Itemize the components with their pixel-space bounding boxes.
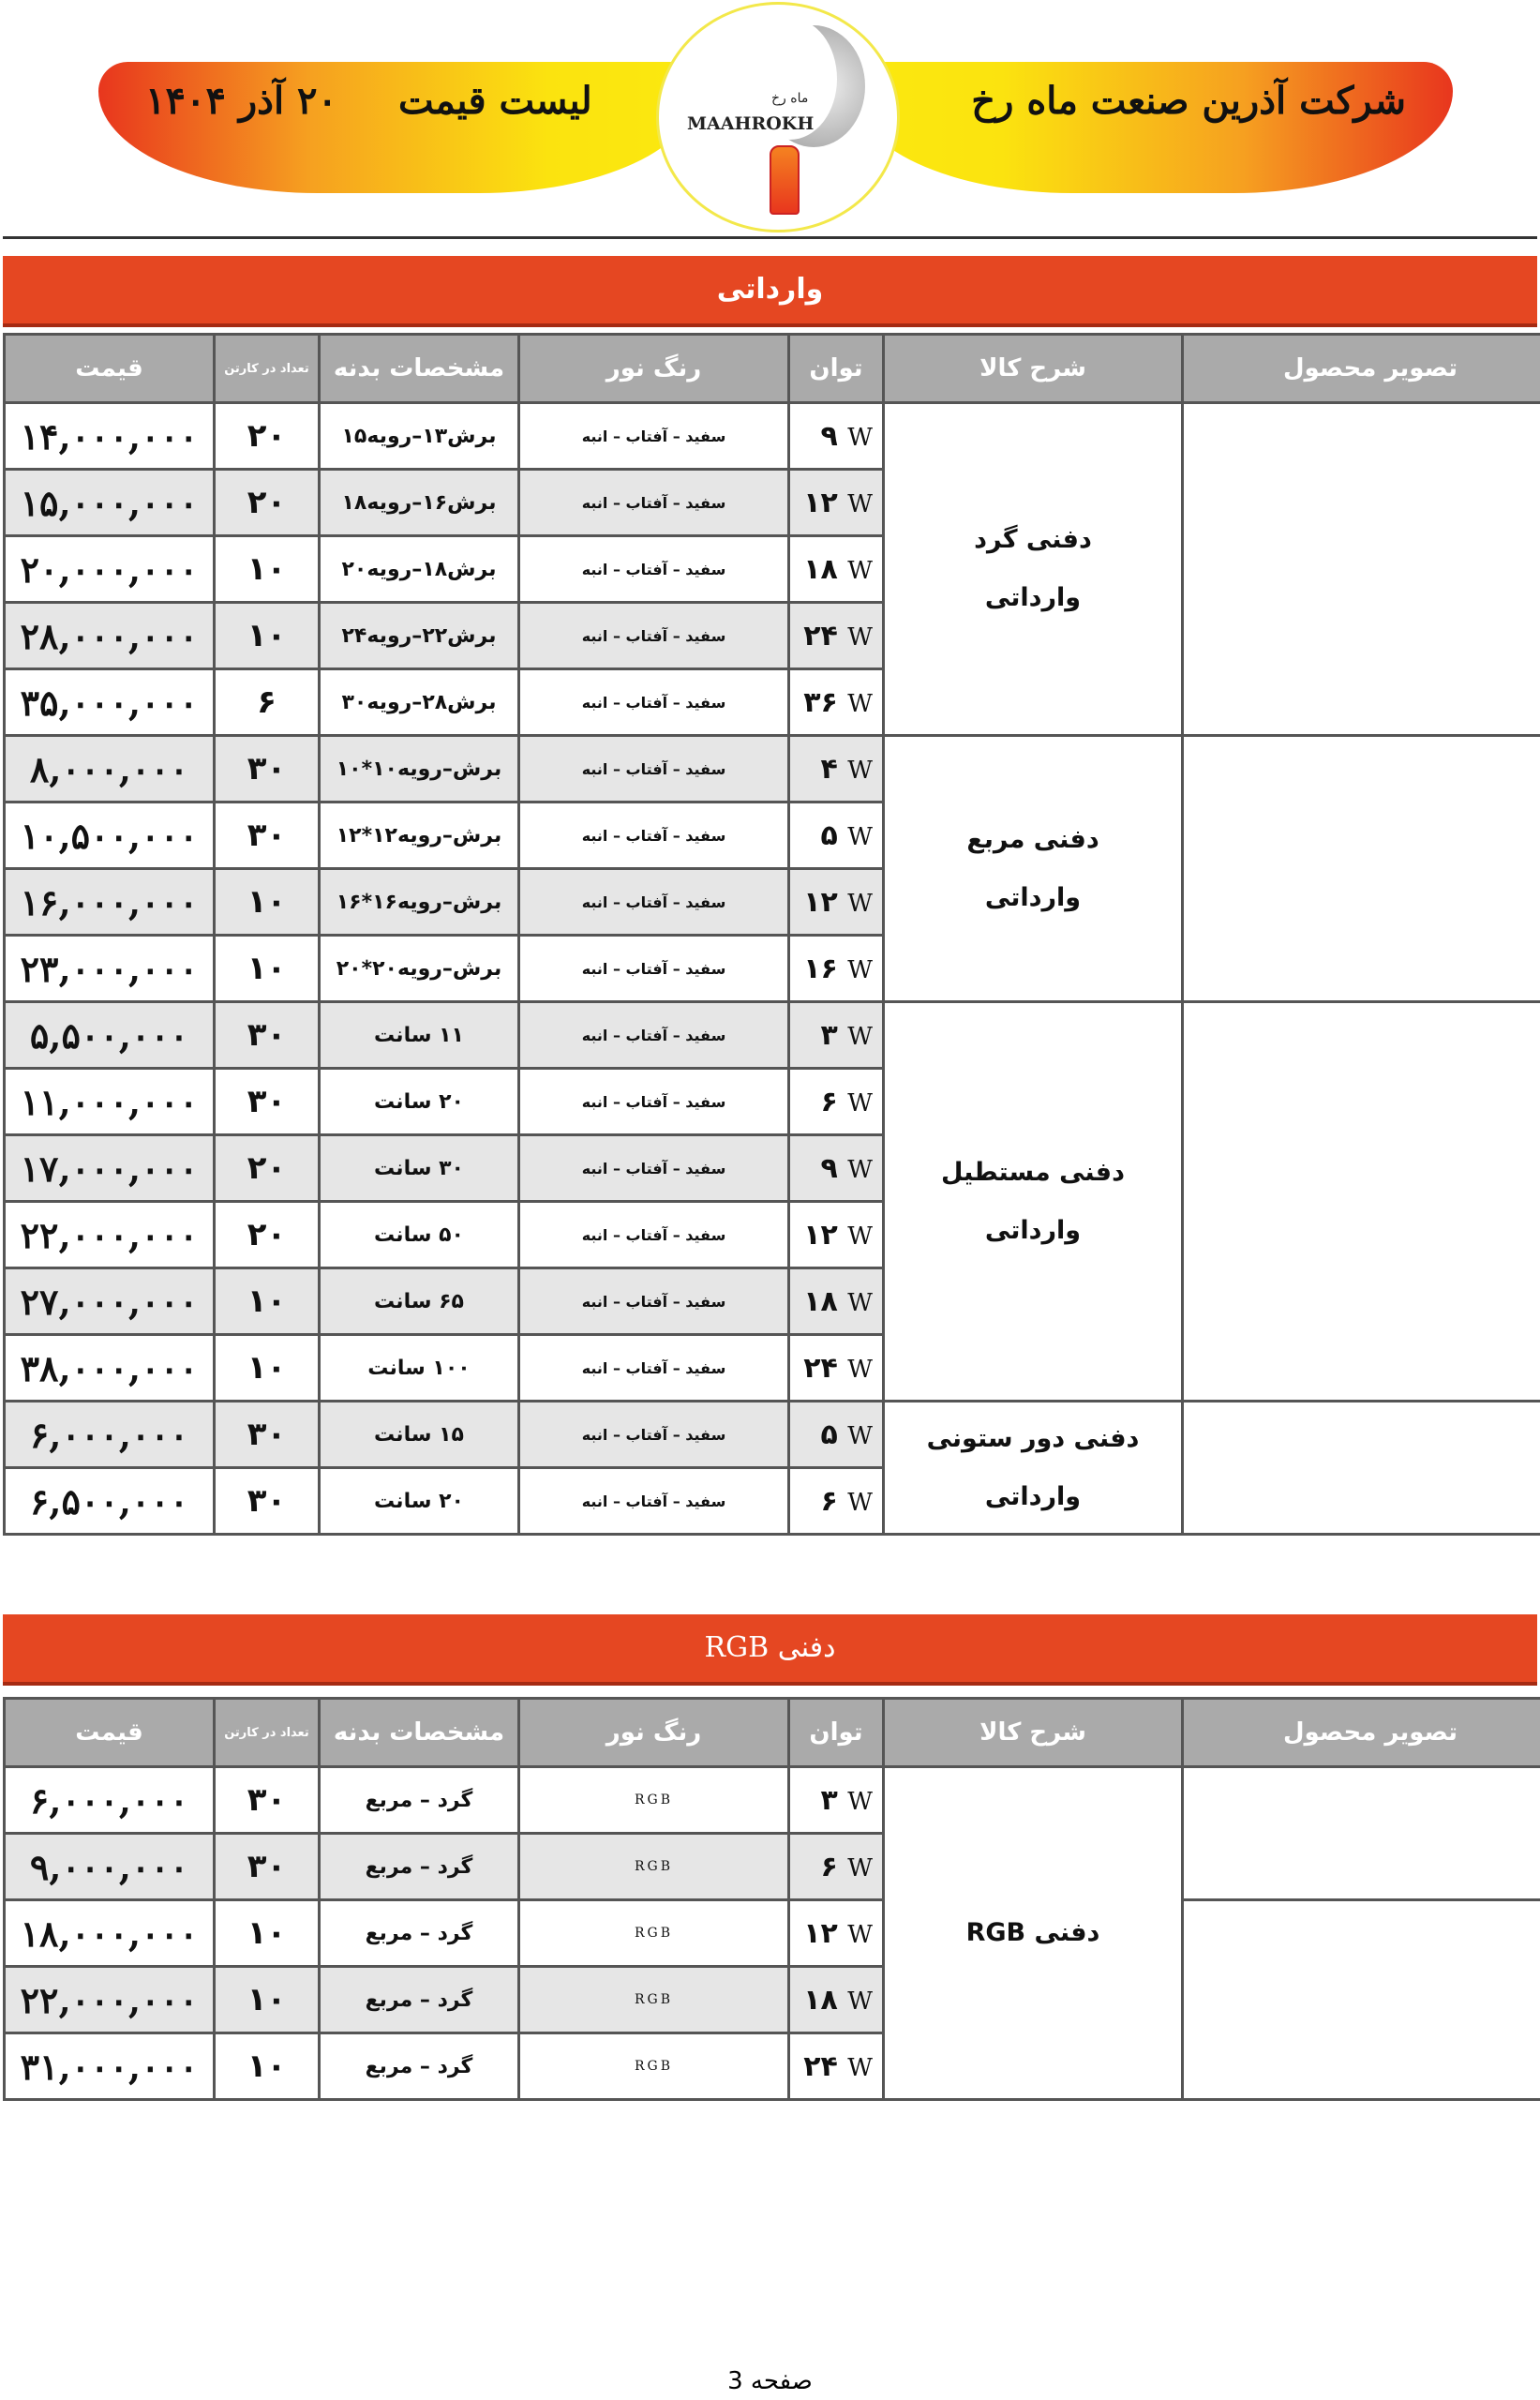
power-unit: W — [847, 1920, 873, 1949]
price-cell: ۳۱,۰۰۰,۰۰۰ — [6, 2034, 213, 2098]
power-unit: W — [847, 1421, 873, 1450]
light-color-cell: RGB — [520, 1768, 787, 1832]
carton-count-cell: ۱۰ — [216, 604, 318, 668]
product-image — [1184, 1901, 1540, 2098]
price-cell: ۱۷,۰۰۰,۰۰۰ — [6, 1136, 213, 1200]
logo-text: MAAHROKH — [687, 113, 815, 134]
power-value: ۵ — [820, 1418, 838, 1451]
body-spec-cell: برش۱۸–رویه۲۰ — [321, 537, 517, 601]
power-value: ۶ — [820, 1484, 838, 1518]
banner-right-wing — [853, 62, 1453, 193]
power-value: ۱۲ — [803, 1218, 838, 1252]
power-cell — [790, 1203, 882, 1267]
product-description — [885, 1003, 1181, 1400]
power-value: ۲۴ — [803, 619, 838, 652]
lantern-icon — [770, 145, 800, 215]
company-logo — [656, 2, 900, 232]
body-spec-cell: برش۱۶–رویه۱۸ — [321, 471, 517, 534]
header-banner — [0, 0, 1540, 234]
description-line: دفنی دور ستونی — [926, 1423, 1140, 1453]
product-description — [885, 737, 1181, 1000]
column-header-price: قیمت — [6, 1700, 213, 1765]
banner-left-wing — [98, 62, 698, 193]
description-line: دفنی گرد — [974, 525, 1092, 554]
light-color-cell: سفید – آفتاب – انبه — [520, 1336, 787, 1400]
column-header-body: مشخصات بدنه — [321, 336, 517, 401]
company-name: شرکت آذرین صنعت ماه رخ — [971, 79, 1406, 123]
power-unit: W — [847, 822, 873, 851]
column-header-count: تعداد در کارتن — [216, 336, 318, 401]
body-spec-cell: گرد – مربع — [321, 1968, 517, 2032]
power-value: ۱۸ — [803, 1284, 838, 1318]
price-cell: ۸,۰۰۰,۰۰۰ — [6, 737, 213, 801]
power-value: ۱۲ — [803, 486, 838, 519]
price-cell: ۱۴,۰۰۰,۰۰۰ — [6, 404, 213, 468]
power-cell — [790, 1768, 882, 1832]
power-cell — [790, 1469, 882, 1533]
body-spec-cell: گرد – مربع — [321, 1768, 517, 1832]
power-unit: W — [847, 556, 873, 585]
price-cell: ۲۲,۰۰۰,۰۰۰ — [6, 1968, 213, 2032]
power-unit: W — [847, 1022, 873, 1051]
power-unit: W — [847, 1853, 873, 1882]
page-number: صفحه 3 — [727, 2367, 813, 2395]
price-cell: ۱۰,۵۰۰,۰۰۰ — [6, 803, 213, 867]
column-header-desc: شرح کالا — [885, 336, 1181, 401]
price-list-title: لیست قیمت — [398, 79, 592, 123]
column-header-color: رنگ نور — [520, 1700, 787, 1765]
column-header-body: مشخصات بدنه — [321, 1700, 517, 1765]
description-line: وارداتی — [984, 1215, 1082, 1245]
column-header-image: تصویر محصول — [1184, 336, 1540, 401]
body-spec-cell: برش–رویه۱۲*۱۲ — [321, 803, 517, 867]
price-cell: ۲۷,۰۰۰,۰۰۰ — [6, 1269, 213, 1333]
product-image — [1184, 1003, 1540, 1400]
power-unit: W — [847, 489, 873, 518]
power-cell — [790, 870, 882, 934]
power-value: ۹ — [820, 419, 838, 453]
price-table-rgb — [3, 1697, 1540, 2101]
carton-count-cell: ۱۰ — [216, 1968, 318, 2032]
body-spec-cell: ۲۰ سانت — [321, 1469, 517, 1533]
body-spec-cell: ۲۰ سانت — [321, 1070, 517, 1133]
carton-count-cell: ۶ — [216, 670, 318, 734]
power-cell — [790, 471, 882, 534]
light-color-cell: سفید – آفتاب – انبه — [520, 803, 787, 867]
carton-count-cell: ۲۰ — [216, 1136, 318, 1200]
description-line: وارداتی — [984, 882, 1082, 912]
power-cell — [790, 1070, 882, 1133]
power-value: ۶ — [820, 1850, 838, 1883]
divider — [3, 236, 1537, 239]
price-cell: ۱۱,۰۰۰,۰۰۰ — [6, 1070, 213, 1133]
body-spec-cell: گرد – مربع — [321, 2034, 517, 2098]
column-header-count: تعداد در کارتن — [216, 1700, 318, 1765]
carton-count-cell: ۳۰ — [216, 737, 318, 801]
light-color-cell: سفید – آفتاب – انبه — [520, 670, 787, 734]
carton-count-cell: ۳۰ — [216, 1469, 318, 1533]
logo-text-fa: ماه رخ — [771, 91, 809, 106]
power-cell — [790, 1402, 882, 1466]
price-cell: ۲۰,۰۰۰,۰۰۰ — [6, 537, 213, 601]
power-cell — [790, 404, 882, 468]
light-color-cell: سفید – آفتاب – انبه — [520, 404, 787, 468]
light-color-cell: سفید – آفتاب – انبه — [520, 870, 787, 934]
table-row — [6, 737, 1540, 801]
light-color-cell: سفید – آفتاب – انبه — [520, 471, 787, 534]
power-cell — [790, 1901, 882, 1965]
power-unit: W — [847, 756, 873, 785]
power-unit: W — [847, 1288, 873, 1317]
description-line: دفنی مستطیل — [941, 1157, 1125, 1187]
body-spec-cell: ۱۰۰ سانت — [321, 1336, 517, 1400]
body-spec-cell: برش۲۸–رویه۳۰ — [321, 670, 517, 734]
description-line: وارداتی — [984, 583, 1082, 612]
column-header-image: تصویر محصول — [1184, 1700, 1540, 1765]
power-cell — [790, 2034, 882, 2098]
price-cell: ۱۶,۰۰۰,۰۰۰ — [6, 870, 213, 934]
power-value: ۴ — [820, 752, 838, 786]
body-spec-cell: برش۱۳–رویه۱۵ — [321, 404, 517, 468]
carton-count-cell: ۱۰ — [216, 2034, 318, 2098]
power-unit: W — [847, 889, 873, 918]
power-value: ۶ — [820, 1085, 838, 1118]
power-cell — [790, 1968, 882, 2032]
power-value: ۱۸ — [803, 1983, 838, 2017]
carton-count-cell: ۲۰ — [216, 1203, 318, 1267]
power-value: ۹ — [820, 1151, 838, 1185]
power-cell — [790, 737, 882, 801]
product-description — [885, 404, 1181, 734]
price-cell: ۱۸,۰۰۰,۰۰۰ — [6, 1901, 213, 1965]
body-spec-cell: برش۲۲–رویه۲۴ — [321, 604, 517, 668]
power-cell — [790, 1269, 882, 1333]
carton-count-cell: ۳۰ — [216, 1768, 318, 1832]
table-header — [6, 1700, 1540, 1765]
body-spec-cell: برش–رویه۱۰*۱۰ — [321, 737, 517, 801]
table-row — [6, 1901, 1540, 1965]
power-unit: W — [847, 1155, 873, 1184]
light-color-cell: سفید – آفتاب – انبه — [520, 737, 787, 801]
column-header-power: توان — [790, 336, 882, 401]
carton-count-cell: ۳۰ — [216, 1402, 318, 1466]
power-cell — [790, 1003, 882, 1067]
power-value: ۲۴ — [803, 2049, 838, 2083]
carton-count-cell: ۲۰ — [216, 404, 318, 468]
power-value: ۱۲ — [803, 1916, 838, 1950]
product-image — [1184, 404, 1540, 734]
power-unit: W — [847, 423, 873, 452]
description-line: دفنی مربع — [966, 824, 1099, 854]
column-header-power: توان — [790, 1700, 882, 1765]
price-cell: ۳۵,۰۰۰,۰۰۰ — [6, 670, 213, 734]
power-value: ۳ — [820, 1783, 838, 1817]
price-cell: ۶,۰۰۰,۰۰۰ — [6, 1402, 213, 1466]
power-value: ۱۲ — [803, 885, 838, 919]
light-color-cell: سفید – آفتاب – انبه — [520, 1003, 787, 1067]
power-unit: W — [847, 955, 873, 984]
light-color-cell: سفید – آفتاب – انبه — [520, 1269, 787, 1333]
light-color-cell: سفید – آفتاب – انبه — [520, 604, 787, 668]
light-color-cell: سفید – آفتاب – انبه — [520, 1469, 787, 1533]
description-line: وارداتی — [984, 1481, 1082, 1511]
price-table-imported — [3, 333, 1540, 1536]
power-unit: W — [847, 1222, 873, 1251]
light-color-cell: RGB — [520, 2034, 787, 2098]
power-cell — [790, 1136, 882, 1200]
price-cell: ۲۳,۰۰۰,۰۰۰ — [6, 937, 213, 1000]
power-unit: W — [847, 689, 873, 718]
price-cell: ۵,۵۰۰,۰۰۰ — [6, 1003, 213, 1067]
light-color-cell: سفید – آفتاب – انبه — [520, 537, 787, 601]
product-image — [1184, 1768, 1540, 1898]
body-spec-cell: ۳۰ سانت — [321, 1136, 517, 1200]
body-spec-cell: ۱۱ سانت — [321, 1003, 517, 1067]
power-unit: W — [847, 1787, 873, 1816]
carton-count-cell: ۱۰ — [216, 1901, 318, 1965]
body-spec-cell: برش–رویه۱۶*۱۶ — [321, 870, 517, 934]
power-unit: W — [847, 2053, 873, 2082]
price-cell: ۱۵,۰۰۰,۰۰۰ — [6, 471, 213, 534]
power-value: ۱۸ — [803, 552, 838, 586]
carton-count-cell: ۳۰ — [216, 803, 318, 867]
power-value: ۳ — [820, 1018, 838, 1052]
table-header — [6, 336, 1540, 401]
power-unit: W — [847, 1088, 873, 1118]
light-color-cell: RGB — [520, 1835, 787, 1898]
carton-count-cell: ۱۰ — [216, 1336, 318, 1400]
power-value: ۳۶ — [803, 685, 838, 719]
power-cell — [790, 537, 882, 601]
carton-count-cell: ۲۰ — [216, 471, 318, 534]
carton-count-cell: ۱۰ — [216, 537, 318, 601]
carton-count-cell: ۱۰ — [216, 1269, 318, 1333]
product-image — [1184, 1402, 1540, 1533]
power-unit: W — [847, 1355, 873, 1384]
power-cell — [790, 803, 882, 867]
body-spec-cell: ۶۵ سانت — [321, 1269, 517, 1333]
price-cell: ۹,۰۰۰,۰۰۰ — [6, 1835, 213, 1898]
body-spec-cell: ۱۵ سانت — [321, 1402, 517, 1466]
carton-count-cell: ۱۰ — [216, 870, 318, 934]
price-cell: ۲۲,۰۰۰,۰۰۰ — [6, 1203, 213, 1267]
price-cell: ۶,۵۰۰,۰۰۰ — [6, 1469, 213, 1533]
carton-count-cell: ۳۰ — [216, 1835, 318, 1898]
light-color-cell: سفید – آفتاب – انبه — [520, 937, 787, 1000]
table-row — [6, 404, 1540, 468]
section-title-imported: وارداتی — [3, 256, 1537, 327]
price-cell: ۶,۰۰۰,۰۰۰ — [6, 1768, 213, 1832]
table-row — [6, 1402, 1540, 1466]
power-unit: W — [847, 1488, 873, 1517]
table-row — [6, 1768, 1540, 1832]
column-header-desc: شرح کالا — [885, 1700, 1181, 1765]
carton-count-cell: ۱۰ — [216, 937, 318, 1000]
description-line: دفنی RGB — [965, 1918, 1100, 1947]
column-header-color: رنگ نور — [520, 336, 787, 401]
carton-count-cell: ۳۰ — [216, 1070, 318, 1133]
price-cell: ۳۸,۰۰۰,۰۰۰ — [6, 1336, 213, 1400]
body-spec-cell: ۵۰ سانت — [321, 1203, 517, 1267]
table-row — [6, 1003, 1540, 1067]
light-color-cell: سفید – آفتاب – انبه — [520, 1203, 787, 1267]
power-cell — [790, 937, 882, 1000]
light-color-cell: سفید – آفتاب – انبه — [520, 1136, 787, 1200]
light-color-cell: RGB — [520, 1968, 787, 2032]
price-list-date: ۲۰ آذر ۱۴۰۴ — [145, 79, 337, 123]
section-title-rgb: دفنی RGB — [3, 1614, 1537, 1686]
carton-count-cell: ۳۰ — [216, 1003, 318, 1067]
body-spec-cell: گرد – مربع — [321, 1901, 517, 1965]
power-unit: W — [847, 1987, 873, 2016]
body-spec-cell: برش–رویه۲۰*۲۰ — [321, 937, 517, 1000]
light-color-cell: RGB — [520, 1901, 787, 1965]
product-description — [885, 1768, 1181, 2098]
power-unit: W — [847, 622, 873, 652]
power-value: ۲۴ — [803, 1351, 838, 1385]
power-cell — [790, 604, 882, 668]
power-value: ۱۶ — [803, 952, 838, 985]
price-cell: ۲۸,۰۰۰,۰۰۰ — [6, 604, 213, 668]
power-cell — [790, 1835, 882, 1898]
body-spec-cell: گرد – مربع — [321, 1835, 517, 1898]
power-cell — [790, 670, 882, 734]
power-cell — [790, 1336, 882, 1400]
light-color-cell: سفید – آفتاب – انبه — [520, 1402, 787, 1466]
power-value: ۵ — [820, 818, 838, 852]
column-header-price: قیمت — [6, 336, 213, 401]
light-color-cell: سفید – آفتاب – انبه — [520, 1070, 787, 1133]
product-image — [1184, 737, 1540, 1000]
product-description — [885, 1402, 1181, 1533]
